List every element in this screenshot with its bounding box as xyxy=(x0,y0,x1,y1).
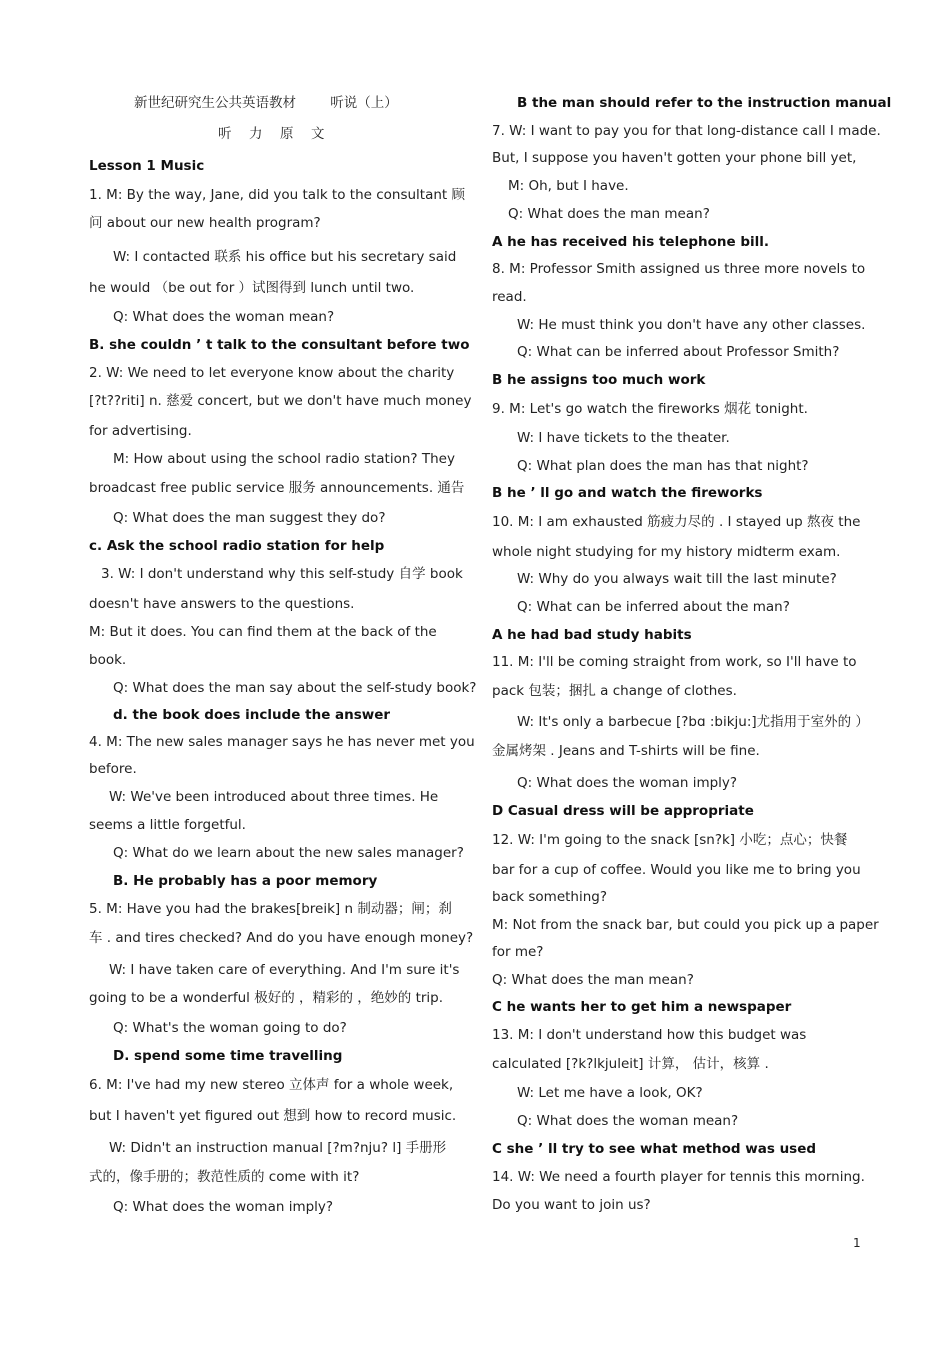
transcript-line: Q: What does the woman imply? xyxy=(517,775,738,791)
transcript-line: before. xyxy=(89,761,137,777)
transcript-line: 11. M: I'll be coming straight from work, so I'll have to xyxy=(492,654,857,670)
transcript-line: 5. M: Have you had the brakes[breik] n 制动器；闸；刹 xyxy=(89,901,452,917)
transcript-line: 车 . and tires checked? And do you have enough money? xyxy=(89,930,474,946)
transcript-line: W: It's only a barbecue [?bɑ :bikju:]尤指用于室外的 ） xyxy=(517,714,869,730)
transcript-line: 7. W: I want to pay you for that long-distance call I made. xyxy=(492,123,881,139)
answer-line: C he wants her to get him a newspaper xyxy=(492,999,792,1015)
transcript-line: back something? xyxy=(492,889,608,905)
transcript-line: Q: What plan does the man has that night? xyxy=(517,458,809,474)
transcript-line: M: Not from the snack bar, but could you pick up a paper xyxy=(492,917,879,933)
answer-line: C she ’ ll try to see what method was used xyxy=(492,1141,817,1157)
transcript-line: seems a little forgetful. xyxy=(89,817,246,833)
transcript-line: he would （be out for ）试图得到 lunch until two. xyxy=(89,280,415,296)
transcript-line: Q: What does the man suggest they do? xyxy=(113,510,386,526)
answer-line: B the man should refer to the instruction manual xyxy=(517,95,892,111)
transcript-line: pack 包装；捆扎 a change of clothes. xyxy=(492,683,737,699)
transcript-line: Q: What does the woman mean? xyxy=(517,1113,739,1129)
answer-line: B he assigns too much work xyxy=(492,372,706,388)
transcript-line: [?t??riti] n. 慈爱 concert, but we don't have much money xyxy=(89,393,472,409)
doc-title xyxy=(134,94,398,112)
transcript-line: W: Why do you always wait till the last minute? xyxy=(517,571,837,587)
transcript-line: M: How about using the school radio station? They xyxy=(113,451,455,467)
transcript-line: 12. W: I'm going to the snack [sn?k] 小吃；点心；快餐 xyxy=(492,832,848,848)
page-number: 1 xyxy=(853,1236,861,1250)
transcript-line: Do you want to join us? xyxy=(492,1197,651,1213)
transcript-line: 13. M: I don't understand how this budget was xyxy=(492,1027,807,1043)
transcript-line: Q: What can be inferred about the man? xyxy=(517,599,790,615)
answer-line: c. Ask the school radio station for help xyxy=(89,538,385,554)
answer-line: A he had bad study habits xyxy=(492,627,692,643)
transcript-line: W: I have tickets to the theater. xyxy=(517,430,730,446)
answer-line: B. He probably has a poor memory xyxy=(113,873,378,889)
transcript-line: book. xyxy=(89,652,127,668)
transcript-line: 式的，像手册的；教范性质的 come with it? xyxy=(89,1169,360,1185)
answer-line: A he has received his telephone bill. xyxy=(492,234,770,250)
transcript-line: 问 about our new health program? xyxy=(89,215,321,231)
transcript-line: 4. M: The new sales manager says he has never met you xyxy=(89,734,475,750)
transcript-line: W: I have taken care of everything. And I'm sure it's xyxy=(109,962,460,978)
transcript-line: but I haven't yet figured out 想到 how to record music. xyxy=(89,1108,457,1124)
transcript-line: W: He must think you don't have any other classes. xyxy=(517,317,866,333)
book-volume: 听说（上） xyxy=(330,95,398,111)
transcript-line: Q: What do we learn about the new sales manager? xyxy=(113,845,464,861)
transcript-line: read. xyxy=(492,289,527,305)
transcript-line: bar for a cup of coffee. Would you like me to bring you xyxy=(492,862,861,878)
transcript-line: Q: What does the woman mean? xyxy=(113,309,335,325)
doc-heading: 听 力 原 文 xyxy=(218,126,327,142)
transcript-line: W: I contacted 联系 his office but his secretary said xyxy=(113,249,457,265)
transcript-line: 3. W: I don't understand why this self-study 自学 book xyxy=(101,566,463,582)
answer-line: Lesson 1 Music xyxy=(89,158,205,174)
transcript-line: 金属烤架 . Jeans and T-shirts will be fine. xyxy=(492,743,760,759)
transcript-line: Q: What does the man mean? xyxy=(508,206,710,222)
transcript-line: calculated [?k?lkjuleit] 计算， 估计，核算 . xyxy=(492,1056,769,1072)
transcript-line: 1. M: By the way, Jane, did you talk to the consultant 顾 xyxy=(89,187,466,203)
answer-line: B. she couldn ’ t talk to the consultant before two xyxy=(89,337,470,353)
transcript-line: Q: What does the man say about the self-study book? xyxy=(113,680,477,696)
transcript-line: 2. W: We need to let everyone know about the charity xyxy=(89,365,455,381)
answer-line: d. the book does include the answer xyxy=(113,707,391,723)
transcript-line: W: Let me have a look, OK? xyxy=(517,1085,703,1101)
transcript-line: W: Didn't an instruction manual [?m?nju? l] 手册形 xyxy=(109,1140,447,1156)
transcript-line: for advertising. xyxy=(89,423,192,439)
transcript-line: But, I suppose you haven't gotten your phone bill yet, xyxy=(492,150,857,166)
transcript-line: whole night studying for my history midterm exam. xyxy=(492,544,841,560)
transcript-line: 10. M: I am exhausted 筋疲力尽的 . I stayed up 熬夜 the xyxy=(492,514,861,530)
textbook-name: 新世纪研究生公共英语教材 xyxy=(134,95,296,111)
transcript-line: Q: What can be inferred about Professor Smith? xyxy=(517,344,840,360)
transcript-line: W: We've been introduced about three times. He xyxy=(109,789,439,805)
answer-line: D Casual dress will be appropriate xyxy=(492,803,754,819)
transcript-line: Q: What's the woman going to do? xyxy=(113,1020,347,1036)
transcript-line: broadcast free public service 服务 announcements. 通告 xyxy=(89,480,465,496)
transcript-line: 14. W: We need a fourth player for tennis this morning. xyxy=(492,1169,865,1185)
transcript-line: Q: What does the man mean? xyxy=(492,972,694,988)
transcript-line: 8. M: Professor Smith assigned us three more novels to xyxy=(492,261,866,277)
answer-line: D. spend some time travelling xyxy=(113,1048,343,1064)
transcript-line: M: But it does. You can find them at the back of the xyxy=(89,624,437,640)
transcript-line: for me? xyxy=(492,944,544,960)
transcript-line: M: Oh, but I have. xyxy=(508,178,629,194)
transcript-line: 6. M: I've had my new stereo 立体声 for a whole week, xyxy=(89,1077,454,1093)
transcript-line: 9. M: Let's go watch the fireworks 烟花 tonight. xyxy=(492,401,808,417)
transcript-line: doesn't have answers to the questions. xyxy=(89,596,355,612)
transcript-line: Q: What does the woman imply? xyxy=(113,1199,334,1215)
transcript-line: going to be a wonderful 极好的 ，精彩的 ，绝妙的 trip. xyxy=(89,990,444,1006)
answer-line: B he ’ ll go and watch the fireworks xyxy=(492,485,763,501)
